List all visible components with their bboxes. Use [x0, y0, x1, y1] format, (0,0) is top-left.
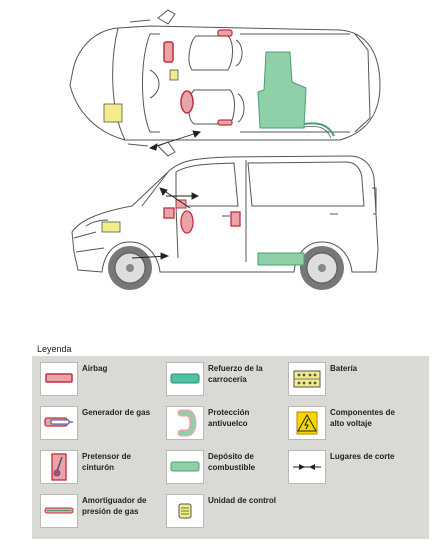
- legend-label-battery: Batería: [330, 364, 358, 373]
- front-wheel: [108, 246, 152, 290]
- battery-icon: [289, 363, 325, 395]
- airbag-marker-top-3: [181, 91, 193, 113]
- body-reinforcement-icon: [167, 363, 203, 395]
- legend-label-rollover-protection: Protección antivuelco: [208, 408, 250, 428]
- legend-label-body-reinforcement: Refuerzo de la carrocería: [208, 364, 263, 384]
- legend-label-control-unit: Unidad de control: [208, 496, 276, 505]
- airbag-marker-top-4: [218, 120, 232, 125]
- legend-panel: [32, 356, 429, 539]
- battery-marker-top: [104, 104, 122, 122]
- fuel-tank-side: [258, 253, 304, 265]
- airbag-marker-top-1: [164, 42, 173, 62]
- legend-title: Leyenda: [37, 344, 72, 354]
- legend-label-fuel-tank: Depósito de combustible: [208, 452, 256, 472]
- gas-strut-icon: [41, 495, 77, 527]
- legend-label-cutting-point: Lugares de corte: [330, 452, 395, 461]
- cutting-point-icon: [289, 451, 325, 483]
- airbag-marker-side-2: [181, 211, 193, 233]
- airbag-icon: [41, 363, 77, 395]
- legend-label-belt-tensioner: Pretensor de cinturón: [82, 452, 131, 472]
- legend-label-airbag: Airbag: [82, 364, 108, 373]
- gas-generator-icon: [41, 407, 77, 439]
- high-voltage-icon: [289, 407, 325, 439]
- legend-label-high-voltage: Componentes de alto voltaje: [330, 408, 395, 428]
- legend-label-gas-generator: Generador de gas: [82, 408, 151, 417]
- legend-label-gas-strut: Amortiguador de presión de gas: [82, 496, 147, 516]
- battery-marker-side: [102, 222, 120, 232]
- control-unit-icon: [167, 495, 203, 527]
- rear-wheel: [300, 246, 344, 290]
- airbag-marker-top-2: [218, 30, 232, 36]
- rollover-protection-icon: [167, 407, 203, 439]
- control-unit-marker-top: [170, 70, 178, 80]
- belt-tensioner-marker-side: [231, 212, 240, 226]
- fuel-tank-icon: [167, 451, 203, 483]
- belt-tensioner-icon: [41, 451, 77, 483]
- airbag-marker-side-1: [164, 208, 174, 218]
